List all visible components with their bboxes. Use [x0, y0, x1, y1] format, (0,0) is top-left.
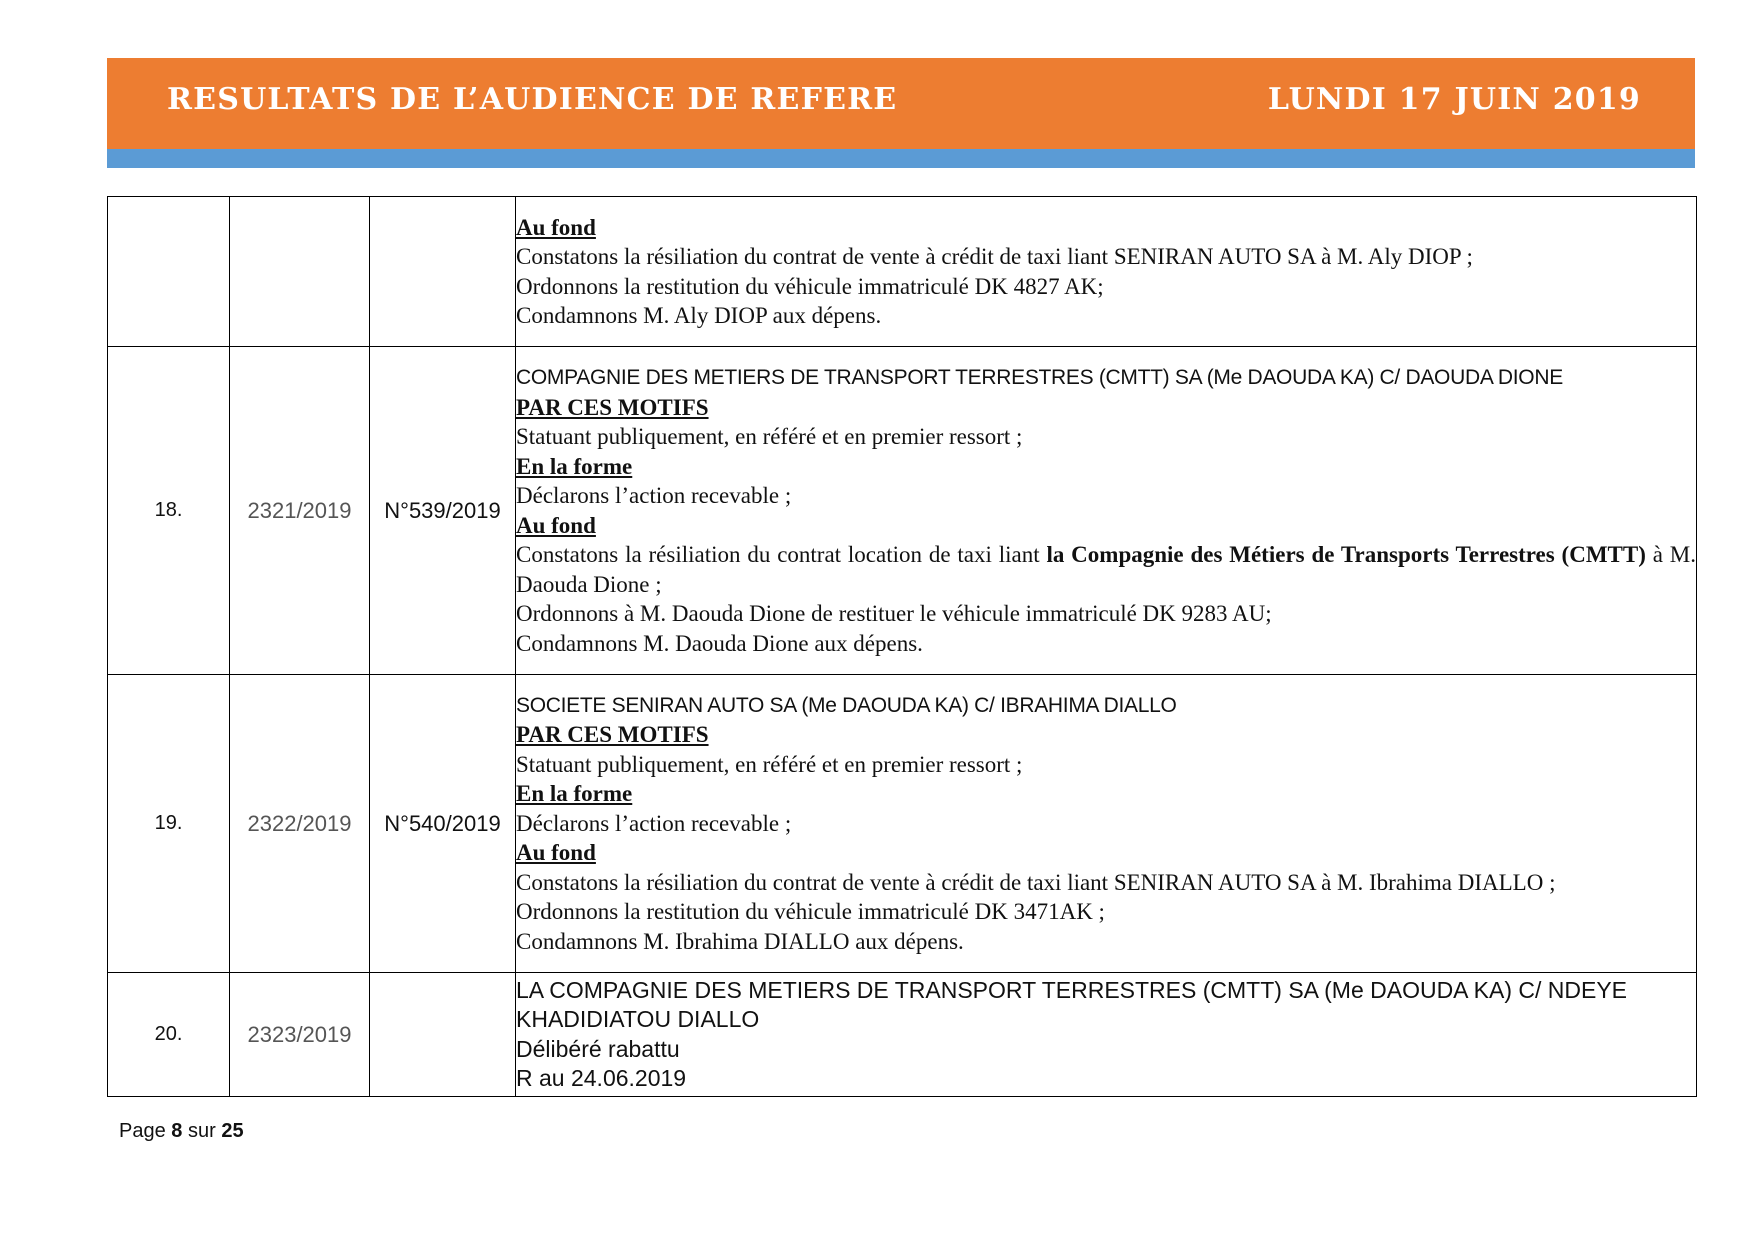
- heading-en-la-forme: En la forme: [516, 781, 633, 807]
- table-row: [108, 347, 1697, 675]
- row-number: 20.: [108, 973, 230, 1097]
- row-number: [108, 197, 230, 347]
- heading-par-ces-motifs: PAR CES MOTIFS: [516, 394, 709, 420]
- ruling-text: [516, 197, 1697, 347]
- page-footer: [119, 1120, 244, 1143]
- row-number: 19.: [108, 675, 230, 973]
- heading-en-la-forme: En la forme: [516, 453, 633, 479]
- heading-au-fond: Au fond: [516, 512, 596, 538]
- heading-au-fond: Au fond: [516, 840, 596, 866]
- page-label: Page: [119, 1120, 166, 1142]
- table-row: [108, 973, 1697, 1097]
- page-sep: sur: [187, 1120, 216, 1142]
- results-table: [107, 196, 1697, 1097]
- decision-number: N°539/2019: [370, 347, 516, 675]
- ruling-line: Déclarons l’action recevable ;: [516, 810, 792, 836]
- status-line: Délibéré rabattu: [516, 1035, 680, 1062]
- table-row: [108, 197, 1697, 347]
- ruling-line: Ordonnons la restitution du véhicule immatriculé DK 4827 AK;: [516, 273, 1104, 299]
- ruling-line: Statuant publiquement, en référé et en premier ressort ;: [516, 751, 1023, 777]
- ruling-party-name: la Compagnie des Métiers de Transports Terrestres (CMTT): [1046, 542, 1646, 567]
- ruling-line: Déclarons l’action recevable ;: [516, 483, 792, 508]
- decision-number: [370, 197, 516, 347]
- decision-number: [370, 973, 516, 1097]
- parties: LA COMPAGNIE DES METIERS DE TRANSPORT TERRESTRES (CMTT) SA (Me DAOUDA KA) C/ NDEYE KHADIDIATOU DIALLO: [516, 976, 1628, 1032]
- ruling-line: Constatons la résiliation du contrat de vente à crédit de taxi liant SENIRAN AUTO SA à M. Ibrahima DIALLO ;: [516, 869, 1556, 895]
- role-number: 2322/2019: [230, 675, 370, 973]
- ruling-text: [516, 973, 1697, 1097]
- page-total: 25: [221, 1120, 244, 1142]
- parties: SOCIETE SENIRAN AUTO SA (Me DAOUDA KA) C/ IBRAHIMA DIALLO: [516, 693, 1177, 717]
- decision-number: N°540/2019: [370, 675, 516, 973]
- ruling-text-part: Constatons la résiliation du contrat location de taxi liant: [516, 542, 1047, 567]
- role-number: 2321/2019: [230, 347, 370, 675]
- ruling-text: [516, 675, 1697, 973]
- hearing-date: LUNDI 17 JUIN 2019: [1267, 82, 1641, 117]
- ruling-line: Condamnons M. Ibrahima DIALLO aux dépens.: [516, 928, 964, 954]
- ruling-line: [516, 540, 1696, 599]
- heading-par-ces-motifs: PAR CES MOTIFS: [516, 722, 709, 748]
- parties: COMPAGNIE DES METIERS DE TRANSPORT TERRESTRES (CMTT) SA (Me DAOUDA KA) C/ DAOUDA DIONE: [516, 366, 1563, 389]
- ruling-line: Condamnons M. Aly DIOP aux dépens.: [516, 303, 882, 328]
- ruling-line: Constatons la résiliation du contrat de vente à crédit de taxi liant SENIRAN AUTO SA à M. Aly DIOP ;: [516, 244, 1473, 269]
- ruling-text: [516, 347, 1697, 675]
- ruling-line: Statuant publiquement, en référé et en premier ressort ;: [516, 424, 1023, 449]
- row-number: 18.: [108, 347, 230, 675]
- ruling-text-part: à M. Daouda Dione ;: [516, 542, 1696, 597]
- role-number: [230, 197, 370, 347]
- role-number: 2323/2019: [230, 973, 370, 1097]
- renvoi-line: R au 24.06.2019: [516, 1065, 687, 1091]
- ruling-line: Ordonnons à M. Daouda Dione de restituer le véhicule immatriculé DK 9283 AU;: [516, 601, 1272, 626]
- page-title: RESULTATS DE L’AUDIENCE DE REFERE: [167, 82, 898, 117]
- heading-au-fond: Au fond: [516, 214, 596, 240]
- ruling-line: Condamnons M. Daouda Dione aux dépens.: [516, 630, 923, 656]
- header-stripe: [107, 149, 1695, 168]
- page-current: 8: [171, 1120, 183, 1142]
- ruling-line: Ordonnons la restitution du véhicule immatriculé DK 3471AK ;: [516, 899, 1105, 925]
- table-row: [108, 675, 1697, 973]
